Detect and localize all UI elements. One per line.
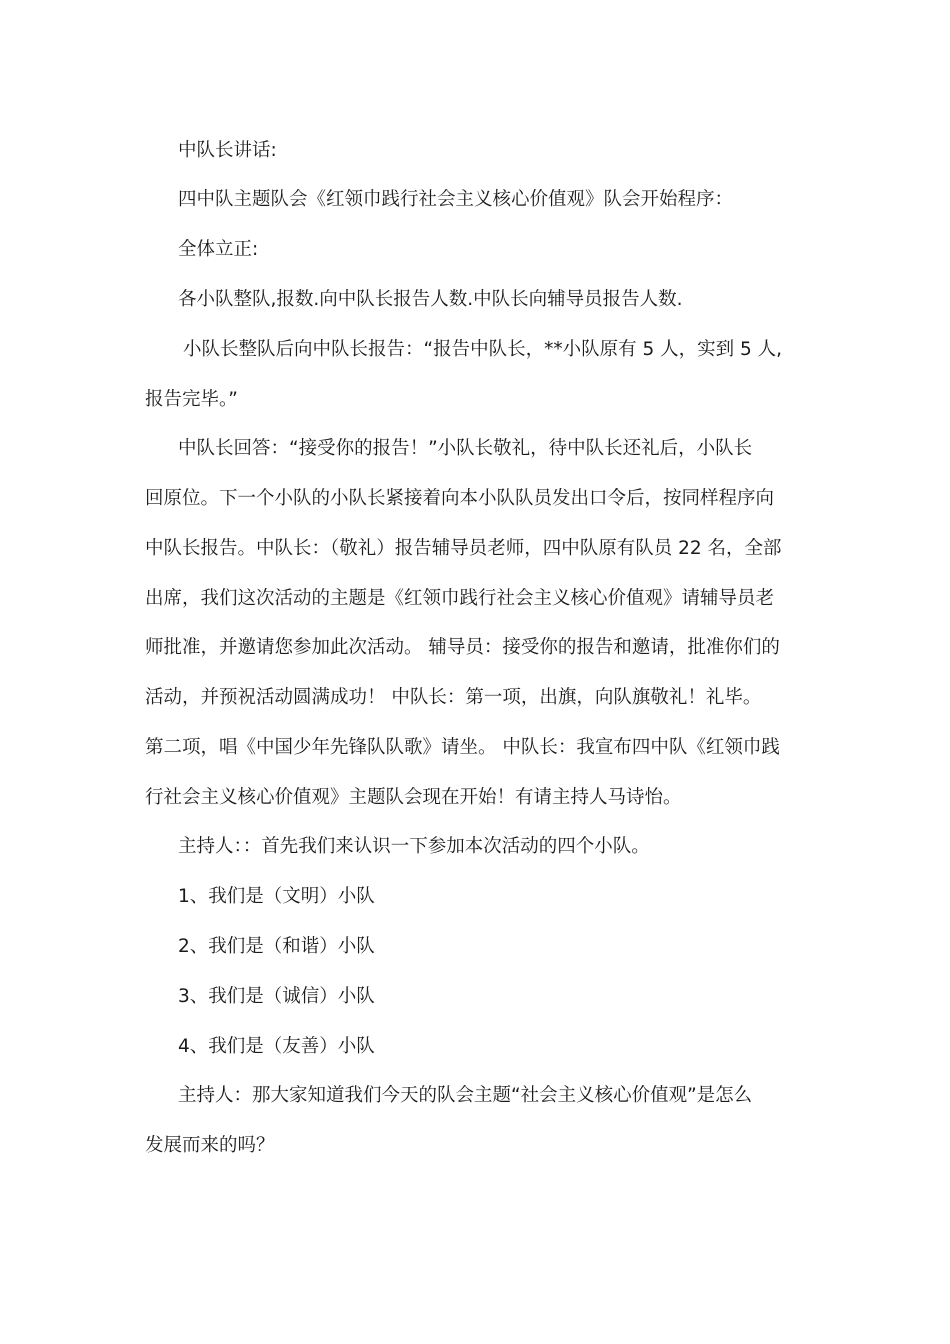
- list-item: 3、我们是（诚信）小队: [178, 986, 375, 1007]
- paragraph-line: 第二项，唱《中国少年先锋队队歌》请坐。 中队长：我宣布四中队《红领巾践: [145, 737, 780, 758]
- paragraph-line: 主持人：那大家知道我们今天的队会主题“社会主义核心价值观”是怎么: [178, 1085, 753, 1106]
- paragraph-line: 中队长回答：“接受你的报告！”小队长敬礼，待中队长还礼后，小队长: [178, 438, 753, 459]
- paragraph-line: 行社会主义核心价值观》主题队会现在开始！有请主持人马诗怡。: [145, 787, 682, 808]
- list-item: 2、我们是（和谐）小队: [178, 936, 375, 957]
- paragraph-line: 活动，并预祝活动圆满成功！ 中队长：第一项，出旗，向队旗敬礼！礼毕。: [145, 687, 762, 708]
- paragraph-line: 主持人：：首先我们来认识一下参加本次活动的四个小队。: [178, 836, 650, 857]
- paragraph-line: 报告完毕。”: [145, 389, 238, 410]
- paragraph-line: 全体立正:: [178, 239, 259, 260]
- paragraph-line: 各小队整队,报数.向中队长报告人数.中队长向辅导员报告人数.: [178, 289, 683, 310]
- paragraph-line: 发展而来的吗？: [145, 1135, 275, 1156]
- paragraph-line: 四中队主题队会《红领巾践行社会主义核心价值观》队会开始程序：: [178, 189, 734, 210]
- paragraph-line: 小队长整队后向中队长报告：“报告中队长，**小队原有 5 人，实到 5 人,: [183, 339, 783, 360]
- paragraph-line: 回原位。下一个小队的小队长紧接着向本小队队员发出口令后，按同样程序向: [145, 488, 775, 509]
- paragraph-line: 中队长报告。中队长：（敬礼）报告辅导员老师，四中队原有队员 22 名，全部: [145, 538, 782, 559]
- paragraph-line: 师批准，并邀请您参加此次活动。 辅导员：接受你的报告和邀请，批准你们的: [145, 637, 780, 658]
- list-item: 1、我们是（文明）小队: [178, 886, 375, 907]
- list-item: 4、我们是（友善）小队: [178, 1036, 375, 1057]
- paragraph-line: 出席，我们这次活动的主题是《红领巾践行社会主义核心价值观》请辅导员老: [145, 588, 775, 609]
- paragraph-line: 中队长讲话:: [178, 140, 277, 161]
